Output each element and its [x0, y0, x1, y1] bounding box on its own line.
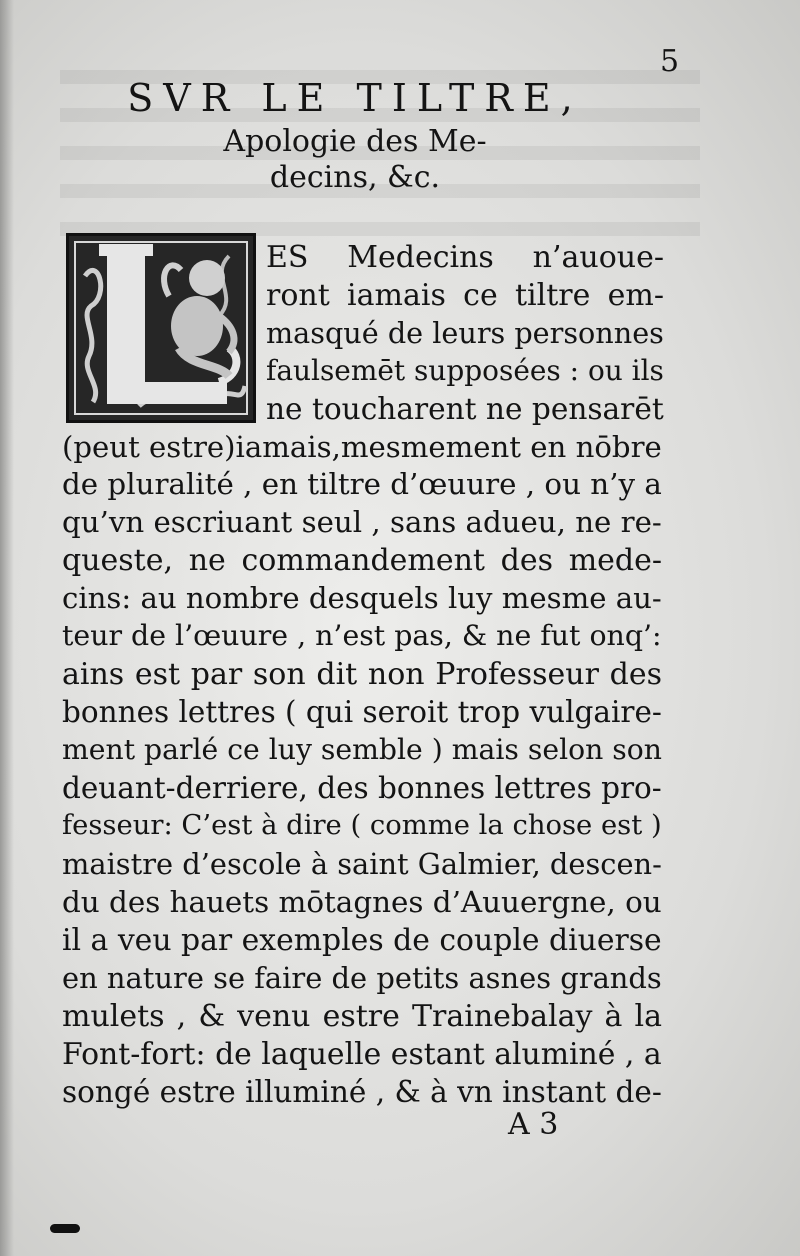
- page-number: 5: [660, 44, 680, 79]
- text-line: de pluralité , en tiltre d’œuure , ou n’y a: [62, 467, 662, 501]
- text-line: cins: au nombre desquels luy mesme au-: [62, 581, 662, 615]
- ink-smudge: [50, 1224, 80, 1233]
- text-line: queste, ne commandement des mede-: [62, 543, 662, 578]
- text-line: ront iamais ce tiltre em-: [266, 278, 664, 313]
- page-edge-shadow: [0, 0, 14, 1256]
- title-line-3: decins, &c.: [269, 160, 441, 195]
- text-line: bonnes lettres ( qui seroit trop vulgaire-: [62, 695, 662, 729]
- title-line-1: SVR LE TILTRE,: [127, 76, 583, 120]
- text-line: mulets , & venu estre Trainebalay à la: [62, 999, 662, 1034]
- text-line: teur de l’œuure , n’est pas, & ne fut onq’:: [62, 619, 662, 652]
- title-line-2: Apologie des Me-: [223, 124, 487, 159]
- text-line: il a veu par exemples de couple diuerse: [62, 923, 662, 958]
- text-line: (peut estre)iamais,mesmement en nōbre: [62, 430, 662, 464]
- text-line: ment parlé ce luy semble ) mais selon son: [62, 733, 662, 766]
- text-line: masqué de leurs personnes: [266, 316, 664, 350]
- text-line: Font-fort: de laquelle estant aluminé , a: [62, 1037, 662, 1072]
- text-line: qu’vn escriuant seul , sans adueu, ne re-: [62, 505, 662, 539]
- text-line: faulsemēt supposées : ou ils: [266, 354, 664, 387]
- text-line: maistre d’escole à saint Galmier, descen-: [62, 847, 662, 881]
- text-line: songé estre illuminé , & à vn instant de-: [62, 1075, 662, 1109]
- ornamental-initial-L-icon: [66, 233, 256, 423]
- text-line: ne toucharent ne pensarēt: [266, 392, 664, 426]
- text-line: ES Medecins n’auoue-: [266, 240, 664, 275]
- text-line: deuant-derriere, des bonnes lettres pro-: [62, 771, 662, 805]
- text-line: ains est par son dit non Professeur des: [62, 657, 662, 692]
- catchword-signature: A 3: [508, 1107, 559, 1142]
- text-line: en nature se faire de petits asnes grands: [62, 961, 662, 995]
- text-line: du des hauets mōtagnes d’Auuergne, ou: [62, 885, 662, 919]
- text-line: fesseur: C’est à dire ( comme la chose est ): [62, 810, 662, 841]
